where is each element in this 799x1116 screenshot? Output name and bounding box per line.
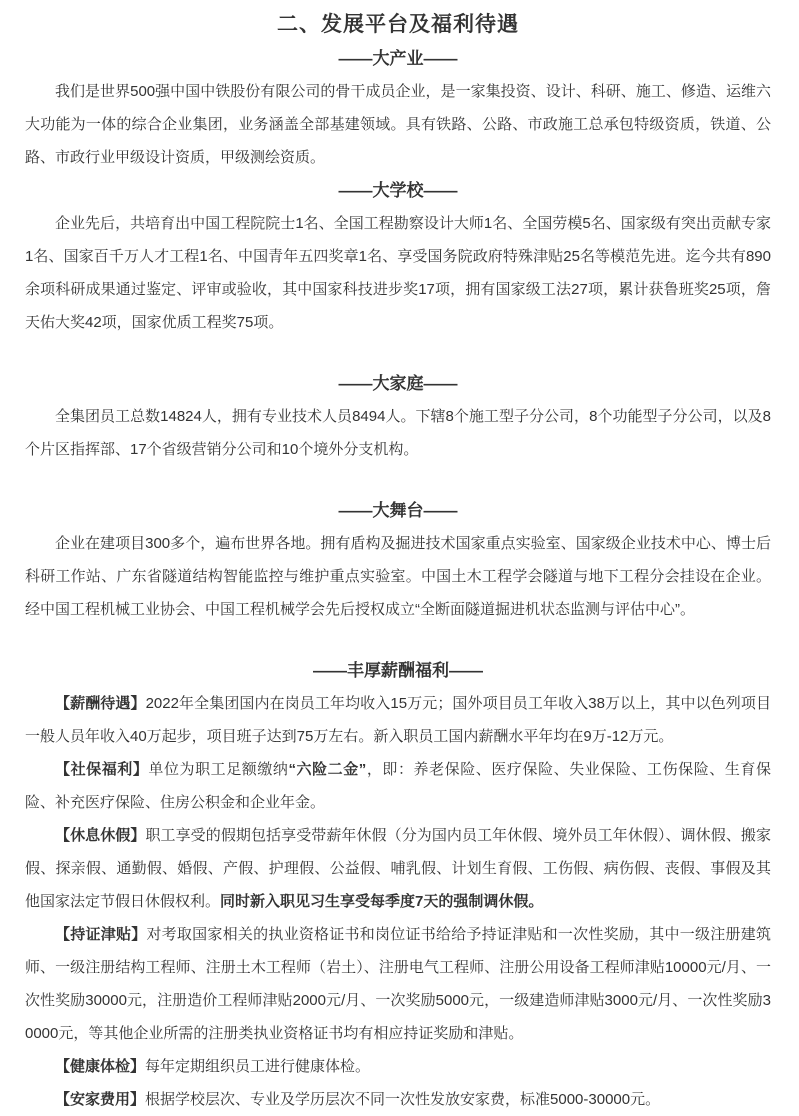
text-run: 单位为职工足额缴纳 <box>148 761 289 778</box>
paragraph-certificate-allowance <box>25 918 771 1050</box>
text-run-emphasis: “六险二金” <box>288 761 367 778</box>
text-run: 我们是世界500强中国中铁股份有限公司的骨干成员企业，是一家集投资、设计、科研、施工、修造、运维六大功能为一体的综合企业集团，业务涵盖全部基建领域。具有铁路、公路、市政施工总承包特级资质，铁道、公路、市政行业甲级设计资质，甲级测绘资质。 <box>25 83 771 166</box>
benefit-label-social-insurance: 【社保福利】 <box>55 761 149 778</box>
text-run: 企业在建项目300多个，遍布世界各地。拥有盾构及掘进技术国家重点实验室、国家级企业技术中心、博士后科研工作站、广东省隧道结构智能监控与维护重点实验室。中国土木工程学会隧道与地下工程分会挂设在企业。经中国工程机械工业协会、中国工程机械学会先后授权成立“全断面隧道掘进机状态监测与评估中心”。 <box>25 535 771 618</box>
benefit-label-settling-fee: 【安家费用】 <box>55 1091 146 1108</box>
text-run: 根据学校层次、专业及学历层次不同一次性发放安家费，标准5000-30000元。 <box>145 1091 661 1108</box>
paragraph-school <box>25 207 771 339</box>
text-run-emphasis: 同时新入职见习生享受每季度7天的强制调休假。 <box>220 893 544 910</box>
page-title: 二、发展平台及福利待遇 <box>277 13 519 36</box>
paragraph-stage <box>25 527 771 626</box>
section-heading-compensation: ——丰厚薪酬福利—— <box>313 661 483 680</box>
paragraph-family <box>25 400 771 466</box>
benefit-label-certificate-allowance: 【持证津贴】 <box>55 926 147 943</box>
section-heading-family: ——大家庭—— <box>338 374 458 393</box>
paragraph-social-insurance <box>25 753 771 819</box>
text-run: ，即：养老保险、医疗保险、失业保险、工伤保险、生育保险、补充医疗保险、住房公积金和企业年金。 <box>25 761 771 811</box>
text-run: 企业先后，共培育出中国工程院院士1名、全国工程勘察设计大师1名、全国劳模5名、国家级有突出贡献专家1名、国家百千万人才工程1名、中国青年五四奖章1名、享受国务院政府特殊津贴25名等模范先进。迄今共有890余项科研成果通过鉴定、评审或验收，其中国家科技进步奖17项，拥有国家级工法27项，累计获鲁班奖25项，詹天佑大奖42项，国家优质工程奖75项。 <box>25 215 771 331</box>
paragraph-salary <box>25 687 771 753</box>
text-run: 对考取国家相关的执业资格证书和岗位证书给给予持证津贴和一次性奖励，其中一级注册建筑师、一级注册结构工程师、注册土木工程师（岩土）、注册电气工程师、注册公用设备工程师津贴10000元/月、一次性奖励30000元，注册造价工程师津贴2000元/月、一次奖励5000元，一级建造师津贴3000元/月、一次性奖励30000元，等其他企业所需的注册类执业资格证书均有相应持证奖励和津贴。 <box>25 926 771 1042</box>
paragraph-health-check <box>25 1050 771 1083</box>
paragraph-settling-fee <box>25 1083 771 1116</box>
benefit-label-health-check: 【健康体检】 <box>55 1058 146 1075</box>
text-run: 全集团员工总数14824人，拥有专业技术人员8494人。下辖8个施工型子分公司，8个功能型子分公司，以及8个片区指挥部、17个省级营销分公司和10个境外分支机构。 <box>25 408 771 458</box>
text-run: 2022年全集团国内在岗员工年均收入15万元；国外项目员工年收入38万以上，其中以色列项目一般人员年收入40万起步，项目班子达到75万左右。新入职员工国内薪酬水平年均在9万-12万元。 <box>25 695 771 745</box>
benefit-label-salary: 【薪酬待遇】 <box>55 695 146 712</box>
paragraph-leave <box>25 819 771 918</box>
text-run: 每年定期组织员工进行健康体检。 <box>145 1058 371 1075</box>
section-heading-school: ——大学校—— <box>338 181 458 200</box>
paragraph-industry <box>25 75 771 174</box>
text-run: 职工享受的假期包括享受带薪年休假（分为国内员工年休假、境外员工年休假）、调休假、搬家假、探亲假、通勤假、婚假、产假、护理假、公益假、哺乳假、计划生育假、工伤假、病伤假、丧假、事假及其他国家法定节假日休假权利。 <box>25 827 771 910</box>
benefit-label-leave: 【休息休假】 <box>55 827 146 844</box>
section-heading-industry: ——大产业—— <box>338 49 458 68</box>
section-heading-stage: ——大舞台—— <box>338 501 458 520</box>
